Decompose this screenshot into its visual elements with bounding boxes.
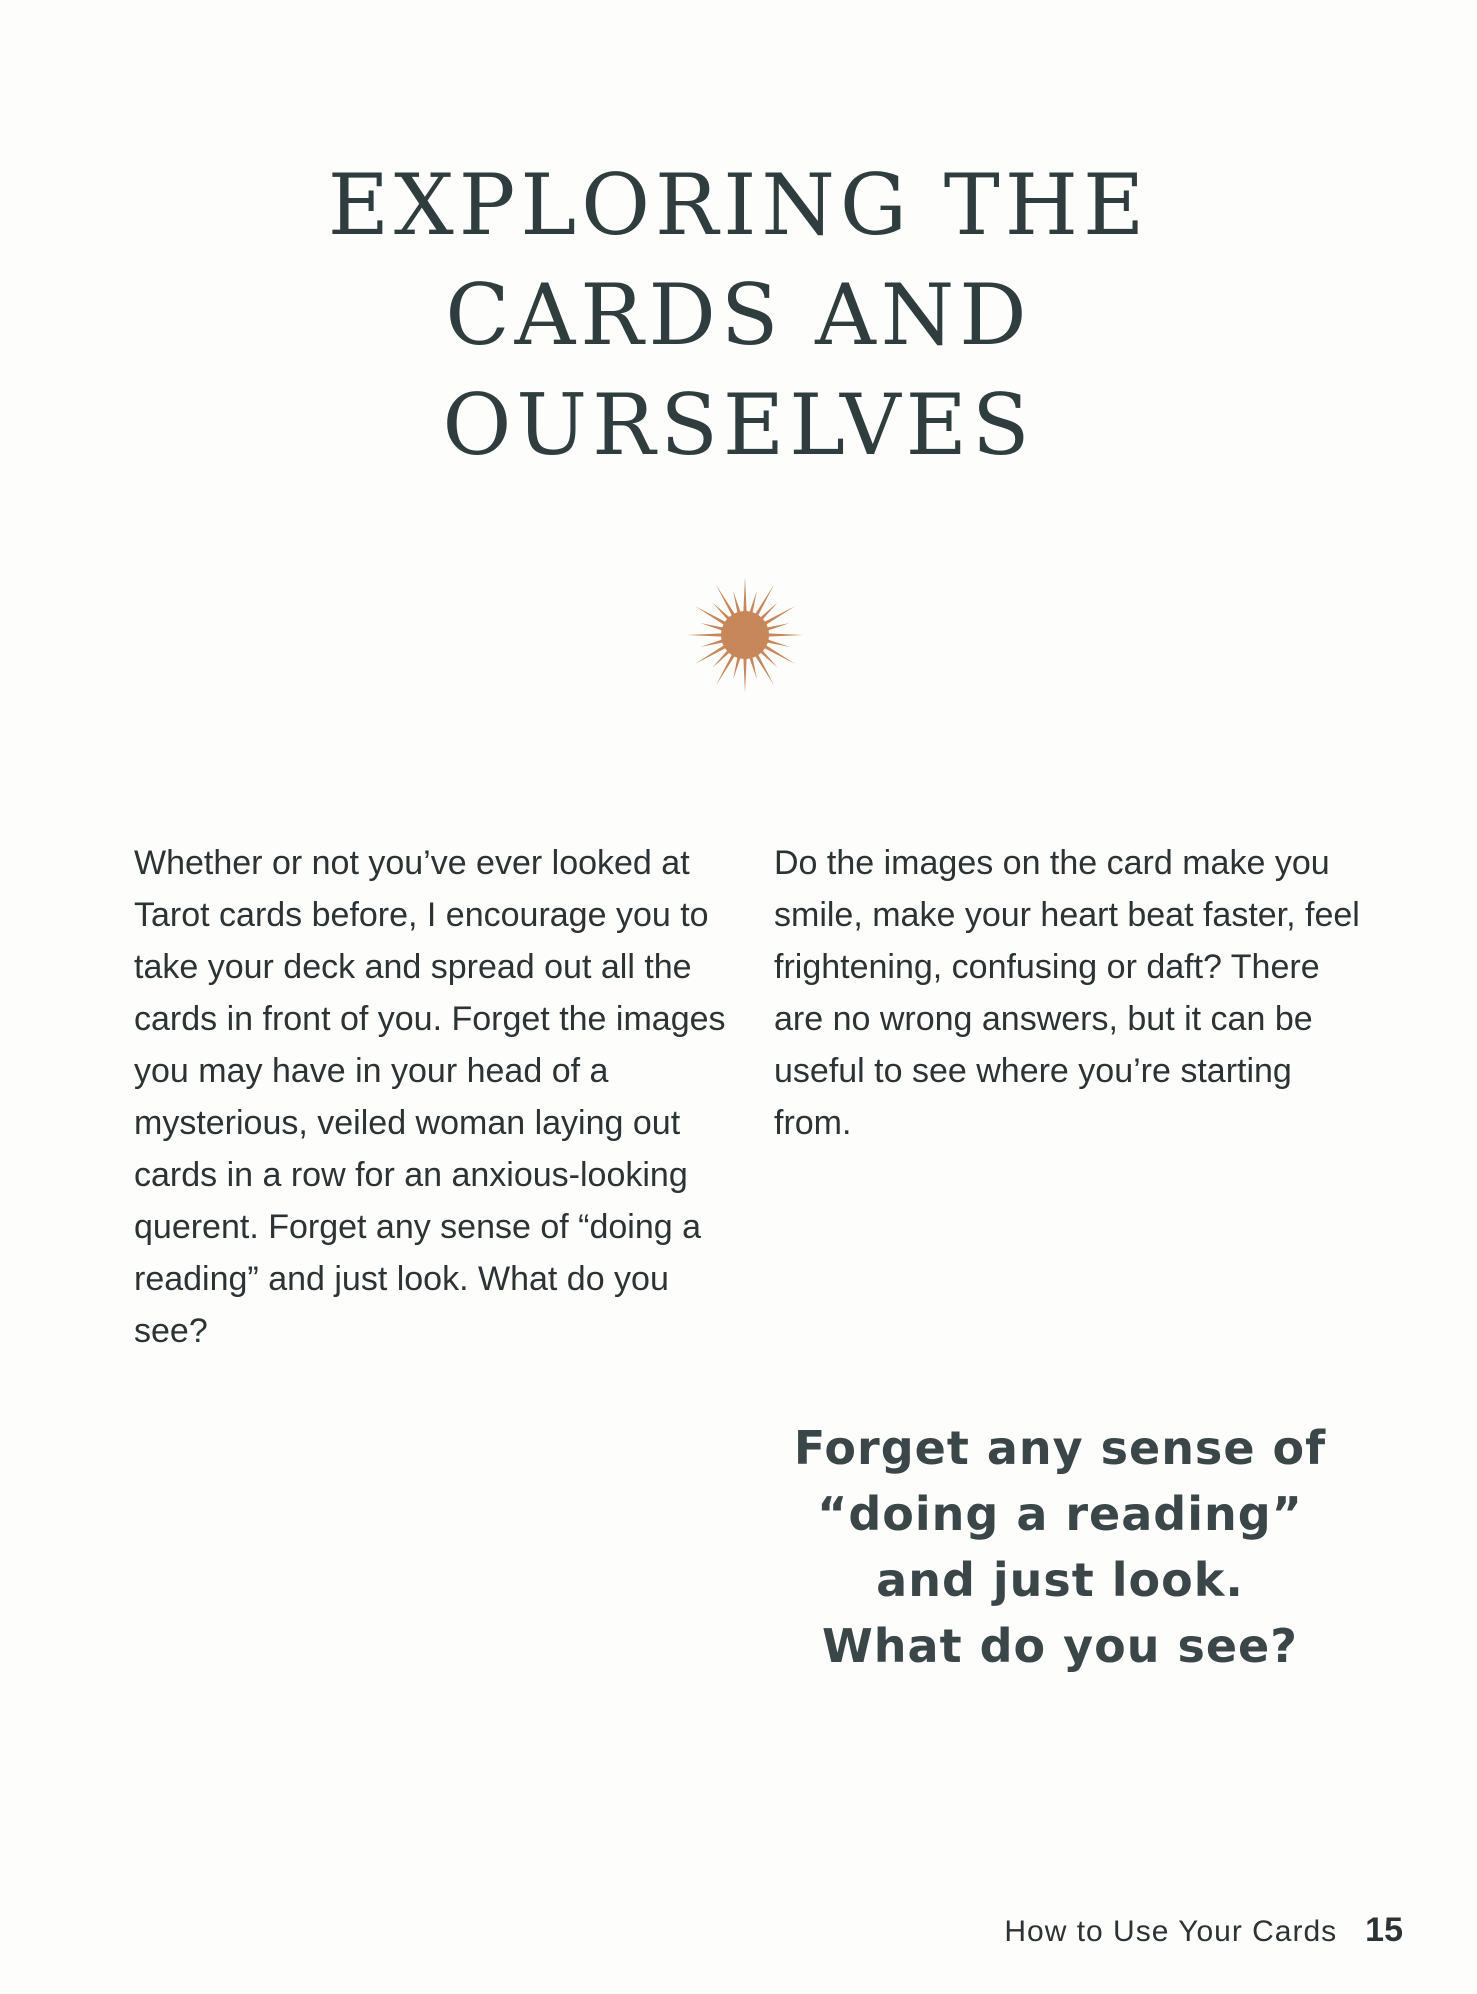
sunburst-ray <box>765 633 803 637</box>
sunburst-ray <box>753 585 774 619</box>
sunburst-ray <box>716 585 737 619</box>
body-paragraph-left: Whether or not you’ve ever looked at Tarot cards before, I encourage you to take your deck and spread out all the cards in front of you. Forget the images you may have in your head of a mysterious, veiled woman laying out cards in a row for an anxious-looking querent. Forget any sense of “doing a reading” and just look. What do you see? <box>134 844 726 1350</box>
sunburst-ray <box>753 651 774 685</box>
pull-quote-line: “doing a reading” <box>817 1487 1303 1541</box>
page-number: 15 <box>1365 1911 1403 1949</box>
pull-quote <box>740 1415 1380 1679</box>
sunburst-ray <box>761 643 795 664</box>
sunburst-ray <box>761 606 795 627</box>
sunburst-ray <box>743 577 747 615</box>
pull-quote-line: and just look. <box>876 1553 1244 1607</box>
pull-quote-line: Forget any sense of <box>793 1421 1327 1475</box>
title-line: EXPLORING THE <box>327 156 1150 254</box>
title-line: OURSELVES <box>442 376 1035 474</box>
sunburst-ray <box>687 633 725 637</box>
pull-quote-line: What do you see? <box>822 1619 1298 1673</box>
sunburst-ray <box>716 651 737 685</box>
sunburst-ray <box>695 643 729 664</box>
sunburst-ray <box>695 606 729 627</box>
page-title <box>0 150 1477 480</box>
footer-section-title: How to Use Your Cards <box>1004 1915 1338 1948</box>
title-line: CARDS AND <box>445 266 1032 364</box>
sunburst-ray <box>743 655 747 693</box>
sunburst-star-icon <box>685 575 805 695</box>
body-paragraph-right: Do the images on the card make you smile, make your heart beat faster, feel frightening, confusing or daft? There are no wrong answers, but it can be useful to see where you’re starting from. <box>774 844 1360 1142</box>
page-footer <box>1004 1911 1403 1950</box>
